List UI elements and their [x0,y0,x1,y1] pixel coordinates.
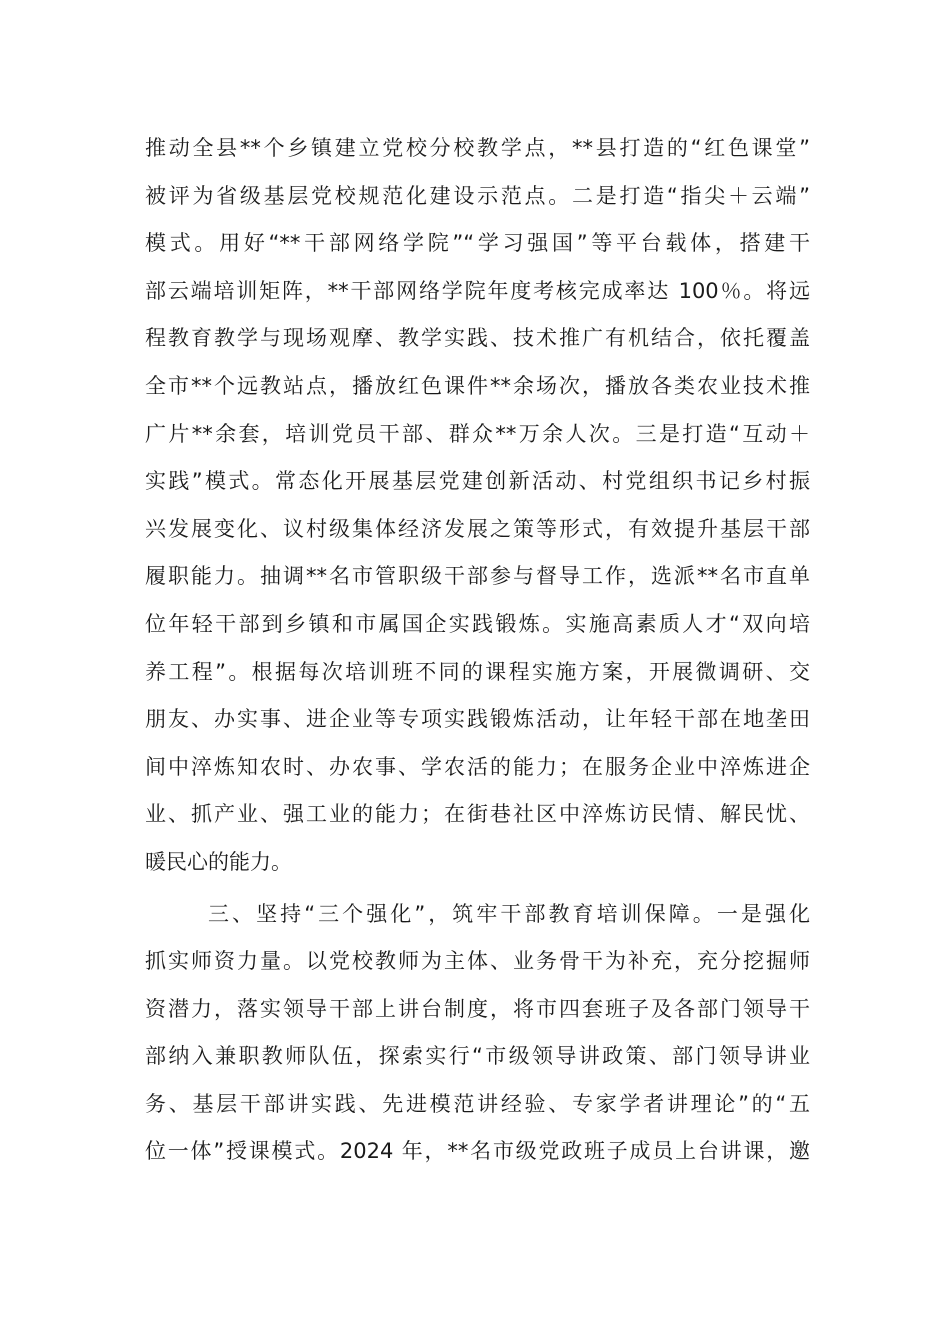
text-line: 暖民心的能力。 [145,849,292,874]
text-line: 资潜力，落实领导干部上讲台制度，将市四套班子及各部门领导干 [145,996,810,1021]
text-line: 被评为省级基层党校规范化建设示范点。二是打造“指尖＋云端” [145,183,810,208]
text-line: 程教育教学与现场观摩、教学实践、技术推广有机结合，依托覆盖 [145,326,810,351]
text-line: 推动全县**个乡镇建立党校分校教学点，**县打造的“红色课堂” [145,136,810,160]
text-line: 实践”模式。常态化开展基层党建创新活动、村党组织书记乡村振 [145,469,810,494]
text-line: 模式。用好“**干部网络学院”“学习强国”等平台载体，搭建干 [145,231,810,256]
text-line: 朋友、办实事、进企业等专项实践锻炼活动，让年轻干部在地垄田 [145,707,810,732]
document-body [145,125,810,1176]
text-line: 部云端培训矩阵，**干部网络学院年度考核完成率达 100％。将远 [145,278,810,303]
text-line: 间中淬炼知农时、办农事、学农活的能力；在服务企业中淬炼进企 [145,754,810,779]
text-line: 务、基层干部讲实践、先进模范讲经验、专家学者讲理论”的“五 [145,1091,810,1116]
text-line: 养工程”。根据每次培训班不同的课程实施方案，开展微调研、交 [145,659,810,684]
text-line: 履职能力。抽调**名市管职级干部参与督导工作，选派**名市直单 [145,564,810,589]
text-line: 全市**个远教站点，播放红色课件**余场次，播放各类农业技术推 [145,373,810,398]
text-line: 业、抓产业、强工业的能力；在街巷社区中淬炼访民情、解民忧、 [145,802,810,827]
paragraph [145,125,810,887]
text-line: 部纳入兼职教师队伍，探索实行“市级领导讲政策、部门领导讲业 [145,1044,810,1069]
text-line: 广片**余套，培训党员干部、群众**万余人次。三是打造“互动＋ [145,421,810,446]
text-line: 位一体”授课模式。2024 年，**名市级党政班子成员上台讲课，邀 [145,1139,810,1164]
paragraph [145,891,810,1177]
text-line: 抓实师资力量。以党校教师为主体、业务骨干为补充，充分挖掘师 [145,949,810,974]
text-line: 兴发展变化、议村级集体经济发展之策等形式，有效提升基层干部 [145,516,810,541]
text-line: 三、坚持“三个强化”，筑牢干部教育培训保障。一是强化 [208,901,810,926]
text-line: 位年轻干部到乡镇和市属国企实践锻炼。实施高素质人才“双向培 [145,611,810,636]
